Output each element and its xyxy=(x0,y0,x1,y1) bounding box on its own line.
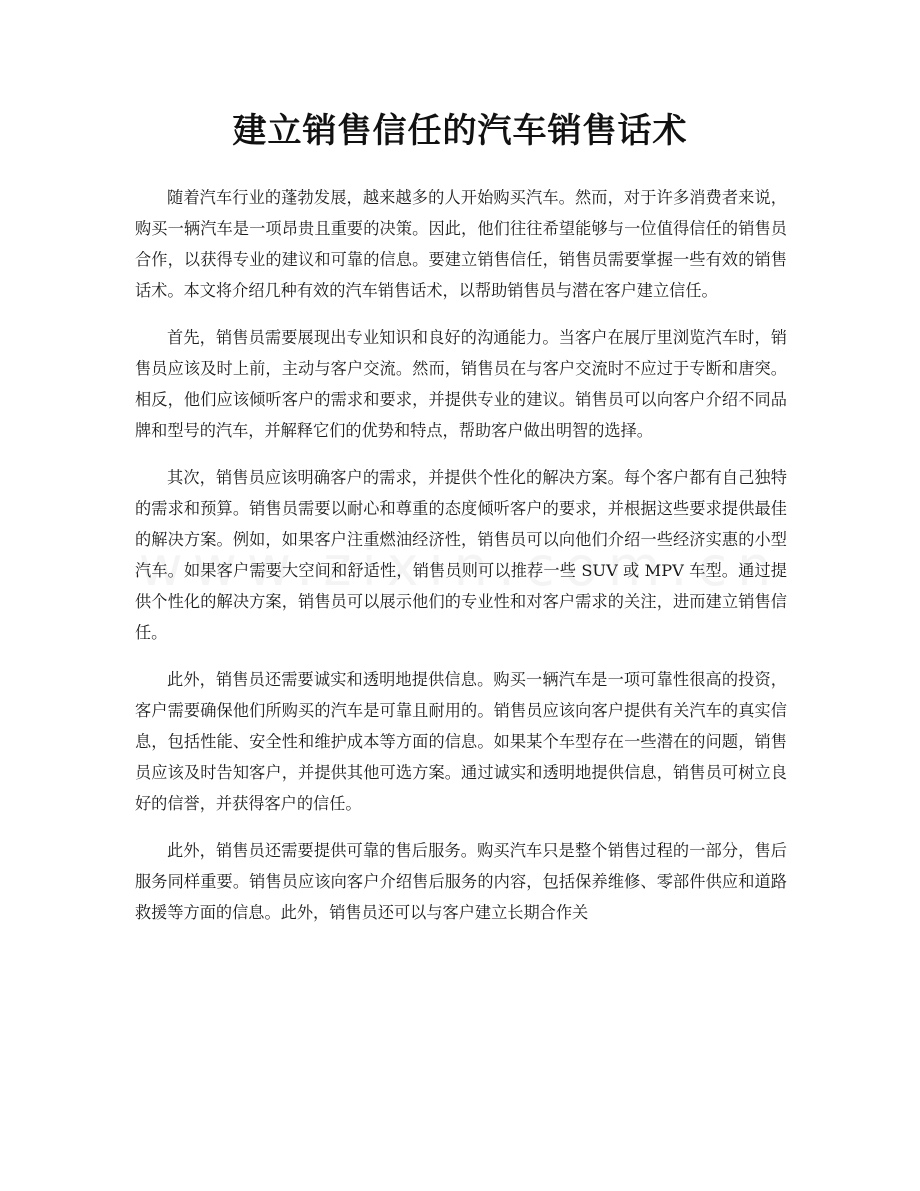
paragraph-4: 此外，销售员还需要诚实和透明地提供信息。购买一辆汽车是一项可靠性很高的投资，客户需要确保他们所购买的汽车是可靠且耐用的。销售员应该向客户提供有关汽车的真实信息，包括性能、安全性和维护成本等方面的信息。如果某个车型存在一些潜在的问题，销售员应该及时告知客户，并提供其他可选方案。通过诚实和透明地提供信息，销售员可树立良好的信誉，并获得客户的信任。 xyxy=(135,670,787,813)
page-title: 建立销售信任的汽车销售话术 xyxy=(232,111,688,151)
paragraph-3: 其次，销售员应该明确客户的需求，并提供个性化的解决方案。每个客户都有自己独特的需求和预算。销售员需要以耐心和尊重的态度倾听客户的要求，并根据这些要求提供最佳的解决方案。例如，如果客户注重燃油经济性，销售员可以向他们介绍一些经济实惠的小型汽车。如果客户需要大空间和舒适性，销售员则可以推荐一些 SUV 或 MPV 车型。通过提供个性化的解决方案，销售员可以展示他们的专业性和对客户需求的关注，进而建立销售信任。 xyxy=(135,468,787,642)
document-body xyxy=(135,182,787,944)
paragraph-1: 随着汽车行业的蓬勃发展，越来越多的人开始购买汽车。然而，对于许多消费者来说，购买一辆汽车是一项昂贵且重要的决策。因此，他们往往希望能够与一位值得信任的销售员合作，以获得专业的建议和可靠的信息。要建立销售信任，销售员需要掌握一些有效的销售话术。本文将介绍几种有效的汽车销售话术，以帮助销售员与潜在客户建立信任。 xyxy=(135,188,787,300)
paragraph-5: 此外，销售员还需要提供可靠的售后服务。购买汽车只是整个销售过程的一部分，售后服务同样重要。销售员应该向客户介绍售后服务的内容，包括保养维修、零部件供应和道路救援等方面的信息。此外，销售员还可以与客户建立长期合作关 xyxy=(135,841,787,922)
paragraph-2: 首先，销售员需要展现出专业知识和良好的沟通能力。当客户在展厅里浏览汽车时，销售员应该及时上前，主动与客户交流。然而，销售员在与客户交流时不应过于专断和唐突。相反，他们应该倾听客户的需求和要求，并提供专业的建议。销售员可以向客户介绍不同品牌和型号的汽车，并解释它们的优势和特点，帮助客户做出明智的选择。 xyxy=(135,328,787,440)
